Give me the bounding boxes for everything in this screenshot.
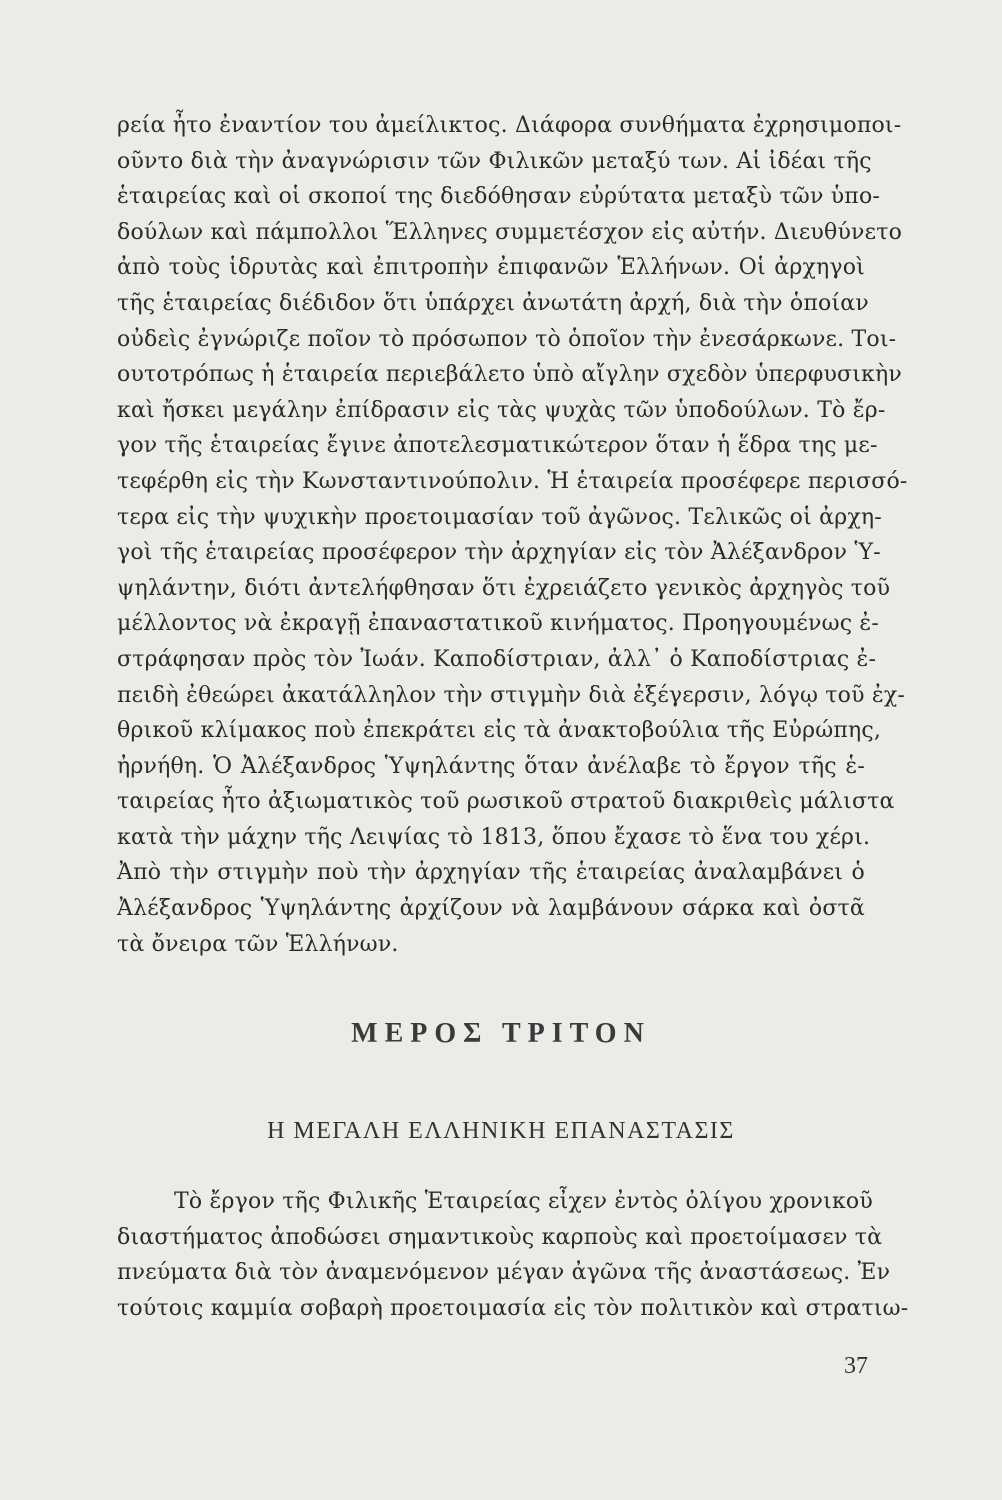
text-line: καὶ ἤσκει μεγάλην ἐπίδρασιν εἰς τὰς ψυχὰς τῶν ὑποδούλων. Τὸ ἔρ- (117, 397, 886, 423)
text-line: διαστήματος ἀποδώσει σημαντικοὺς καρποὺς καὶ προετοίμασεν τὰ (117, 1224, 883, 1250)
text-line: τεφέρθη εἰς τὴν Κωνσταντινούπολιν. Ἡ ἑταιρεία προσέφερε περισσό- (117, 468, 908, 494)
text-line: τερα εἰς τὴν ψυχικὴν προετοιμασίαν τοῦ ἀγῶνος. Τελικῶς οἱ ἀρχη- (117, 504, 882, 530)
text-line: ἠρνήθη. Ὁ Ἀλέξανδρος Ὑψηλάντης ὅταν ἀνέλαβε τὸ ἔργον τῆς ἑ- (117, 753, 865, 779)
text-line: γον τῆς ἑταιρείας ἔγινε ἀποτελεσματικώτερον ὅταν ἡ ἕδρα της με- (117, 433, 878, 459)
text-line: οὐδεὶς ἐγνώριζε ποῖον τὸ πρόσωπον τὸ ὁποῖον τὴν ἐνεσάρκωνε. Τοι- (117, 326, 897, 352)
text-line: Τὸ ἔργον τῆς Φιλικῆς Ἑταιρείας εἶχεν ἐντὸς ὀλίγου χρονικοῦ (174, 1189, 873, 1214)
text-line: πνεύματα διὰ τὸν ἀναμενόμενον μέγαν ἀγῶνα τῆς ἀναστάσεως. Ἐν (117, 1260, 891, 1286)
text-line: τῆς ἑταιρείας διέδιδον ὅτι ὑπάρχει ἀνωτάτη ἀρχή, διὰ τὴν ὁποίαν (117, 290, 869, 316)
text-line: κατὰ τὴν μάχην τῆς Λειψίας τὸ 1813, ὅπου ἔχασε τὸ ἕνα του χέρι. (117, 824, 871, 850)
text-line: θρικοῦ κλίμακος ποὺ ἐπεκράτει εἰς τὰ ἀνακτοβούλια τῆς Εὐρώπης, (117, 718, 882, 744)
text-line: μέλλοντος νὰ ἐκραγῇ ἐπαναστατικοῦ κινήματος. Προηγουμένως ἐ- (117, 611, 880, 637)
text-line: ἑταιρείας καὶ οἱ σκοποί της διεδόθησαν εὐρύτατα μεταξὺ τῶν ὑπο- (117, 184, 881, 210)
text-line: γοὶ τῆς ἑταιρείας προσέφερον τὴν ἀρχηγίαν εἰς τὸν Ἀλέξανδρον Ὑ- (117, 540, 881, 566)
text-line: ρεία ἦτο ἐναντίον του ἀμείλικτος. Διάφορα συνθήματα ἐχρησιμοποι- (117, 113, 902, 138)
text-line: τούτοις καμμία σοβαρὴ προετοιμασία εἰς τὸν πολιτικὸν καὶ στρατιω- (117, 1295, 909, 1321)
chapter-title: Η ΜΕΓΑΛΗ ΕΛΛΗΝΙΚΗ ΕΠΑΝΑΣΤΑΣΙΣ (267, 1118, 735, 1144)
text-line: ταιρείας ἦτο ἀξιωματικὸς τοῦ ρωσικοῦ στρατοῦ διακριθεὶς μάλιστα (117, 789, 895, 815)
text-line: στράφησαν πρὸς τὸν Ἰωάν. Καποδίστριαν, ἀλλ᾽ ὁ Καποδίστριας ἐ- (117, 646, 877, 672)
text-line: πειδὴ ἐθεώρει ἀκατάλληλον τὴν στιγμὴν διὰ ἐξέγερσιν, λόγῳ τοῦ ἐχ- (117, 682, 906, 708)
text-line: δούλων καὶ πάμπολλοι Ἕλληνες συμμετέσχον εἰς αὐτήν. Διευθύνετο (117, 219, 903, 245)
text-line: Ἀπὸ τὴν στιγμὴν ποὺ τὴν ἀρχηγίαν τῆς ἑταιρείας ἀναλαμβάνει ὁ (117, 860, 865, 886)
text-line: τὰ ὄνειρα τῶν Ἑλλήνων. (117, 931, 399, 957)
part-title: ΜΕΡΟΣ ΤΡΙΤΟΝ (351, 1018, 651, 1049)
text-line: ἀπὸ τοὺς ἱδρυτὰς καὶ ἐπιτροπὴν ἐπιφανῶν Ἑλλήνων. Οἱ ἀρχηγοὶ (117, 255, 865, 281)
page-number: 37 (844, 1353, 868, 1379)
text-line: ψηλάντην, διότι ἀντελήφθησαν ὅτι ἐχρειάζετο γενικὸς ἀρχηγὸς τοῦ (117, 575, 891, 601)
text-line: Ἀλέξανδρος Ὑψηλάντης ἀρχίζουν νὰ λαμβάνουν σάρκα καὶ ὀστᾶ (117, 896, 865, 922)
text-line: οῦντο διὰ τὴν ἀναγνώρισιν τῶν Φιλικῶν μεταξύ των. Αἱ ἰδέαι τῆς (117, 148, 872, 174)
body-text-top (117, 108, 908, 962)
body-text-bottom (117, 1184, 909, 1326)
text-line: ουτοτρόπως ἡ ἑταιρεία περιεβάλετο ὑπὸ αἴγλην σχεδὸν ὑπερφυσικὴν (117, 362, 902, 388)
